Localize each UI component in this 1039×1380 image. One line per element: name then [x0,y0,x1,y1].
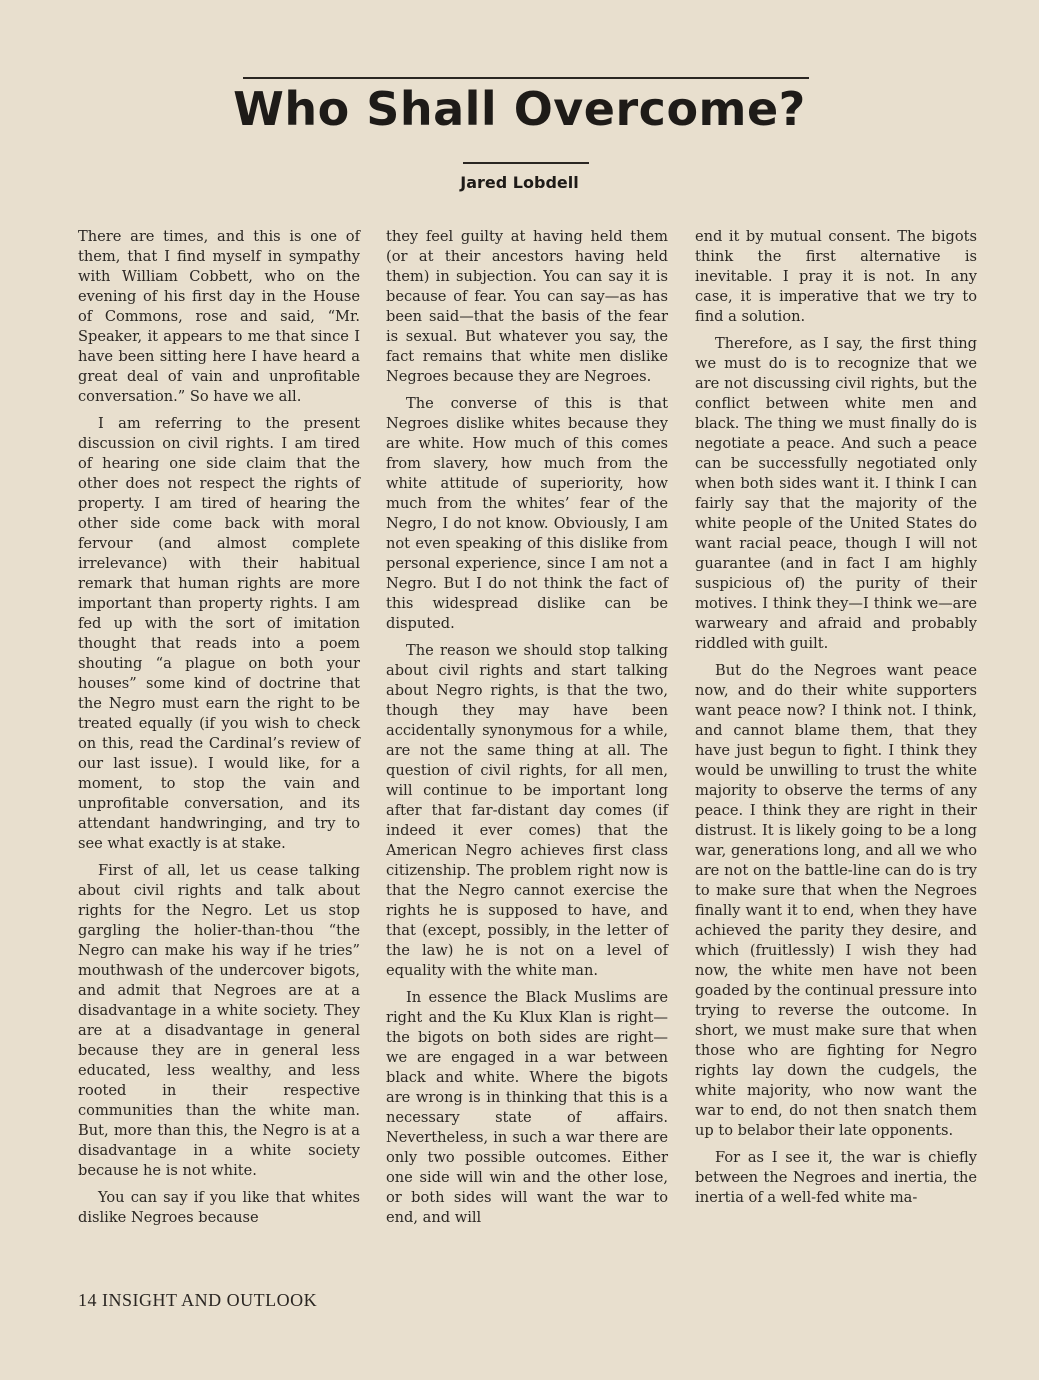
paragraph: they feel guilty at having held them (or at their ancestors having held them) in subjection. You can say it is because of fear. You can say—as has been said—that the basis of the fear is sexual. But whatever you say, the fact remains that white men dislike Negroes because they are Negroes. [386,228,668,385]
paragraph: end it by mutual consent. The bigots think the first alternative is inevitable. I pray it is not. In any case, it is imperative that we try to find a solution. [695,228,977,325]
paragraph: First of all, let us cease talking about civil rights and talk about rights for the Negro. Let us stop gargling the holier-than-thou “the Negro can make his way if he tries” mouthwash of the undercover bigots, and admit that Negroes are at a disadvantage in a white society. They are at a disadvantage in general because they are in general less educated, less wealthy, and less rooted in their respective communities than the white man. But, more than this, the Negro is at a disadvantage in a white society because he is not white. [78,862,360,1179]
title-top-rule [243,77,809,79]
paragraph: The converse of this is that Negroes dislike whites because they are white. How much of this comes from slavery, how much from the white attitude of superiority, how much from the whites’ fear of the Negro, I do not know. Obviously, I am not even speaking of this dislike from personal experience, since I am not a Negro. But I do not think the fact of this widespread dislike can be disputed. [386,395,668,632]
paragraph: In essence the Black Muslims are right and the Ku Klux Klan is right—the bigots on both sides are right—we are engaged in a war between black and white. Where the bigots are wrong is in thinking that this is a necessary state of affairs. Nevertheless, in such a war there are only two possible outcomes. Either one side will win and the other lose, or both sides will want the war to end, and will [386,989,668,1226]
page-number: 14 [78,1290,97,1310]
paragraph: You can say if you like that whites dislike Negroes because [78,1189,360,1226]
article-author: Jared Lobdell [460,173,579,192]
paragraph: The reason we should stop talking about civil rights and start talking about Negro rights, is that the two, though they may have been accidentally synonymous for a while, are not the same thing at all. The question of civil rights, for all men, will continue to be important long after that far-distant day comes (if indeed it ever comes) that the American Negro achieves first class citizenship. The problem right now is that the Negro cannot exercise the rights he is supposed to have, and that (except, possibly, in the letter of the law) he is not on a level of equality with the white man. [386,642,668,979]
paragraph: Therefore, as I say, the first thing we must do is to recognize that we are not discussing civil rights, but the conflict between white men and black. The thing we must finally do is negotiate a peace. And such a peace can be successfully negotiated only when both sides want it. I think I can fairly say that the majority of the white people of the United States do want racial peace, though I will not guarantee (and in fact I am highly suspicious of) the purity of their motives. I think they—I think we—are warweary and afraid and probably riddled with guilt. [695,335,977,652]
paragraph: For as I see it, the war is chiefly between the Negroes and inertia, the inertia of a well-fed white ma- [695,1149,977,1206]
paragraph: But do the Negroes want peace now, and do their white supporters want peace now? I think not. I think, and cannot blame them, that they have just begun to fight. I think they would be unwilling to trust the white majority to observe the terms of any peace. I think they are right in their distrust. It is likely going to be a long war, generations long, and all we who are not on the battle-line can do is try to make sure that when the Negroes finally want it to end, when they have achieved the parity they desire, and which (fruitlessly) I wish they had now, the white men have not been goaded by the continual pressure into trying to reverse the outcome. In short, we must make sure that when those who are fighting for Negro rights lay down the cudgels, the white majority, who now want the war to end, do not then snatch them up to belabor their late opponents. [695,662,977,1139]
paragraph: There are times, and this is one of them, that I find myself in sympathy with William Cobbett, who on the evening of his first day in the House of Commons, rose and said, “Mr. Speaker, it appears to me that since I have been sitting here I have heard a great deal of vain and unprofitable conversation.” So have we all. [78,228,360,405]
text-column-1 [78,227,360,1235]
text-column-2 [386,227,668,1235]
text-column-3 [695,227,977,1215]
paragraph: I am referring to the present discussion on civil rights. I am tired of hearing one side claim that the other does not respect the rights of property. I am tired of hearing the other side come back with moral fervour (and almost complete irrelevance) with their habitual remark that human rights are more important than property rights. I am fed up with the sort of imitation thought that reads into a poem shouting “a plague on both your houses” some kind of doctrine that the Negro must earn the right to be treated equally (if you wish to check on this, read the Cardinal’s review of our last issue). I would like, for a moment, to stop the vain and unprofitable conversation, and its attendant handwringing, and try to see what exactly is at stake. [78,415,360,852]
article-title: Who Shall Overcome? [233,82,806,136]
author-rule [463,162,589,164]
page-footer [78,1290,317,1311]
publication-name: INSIGHT AND OUTLOOK [102,1290,318,1310]
